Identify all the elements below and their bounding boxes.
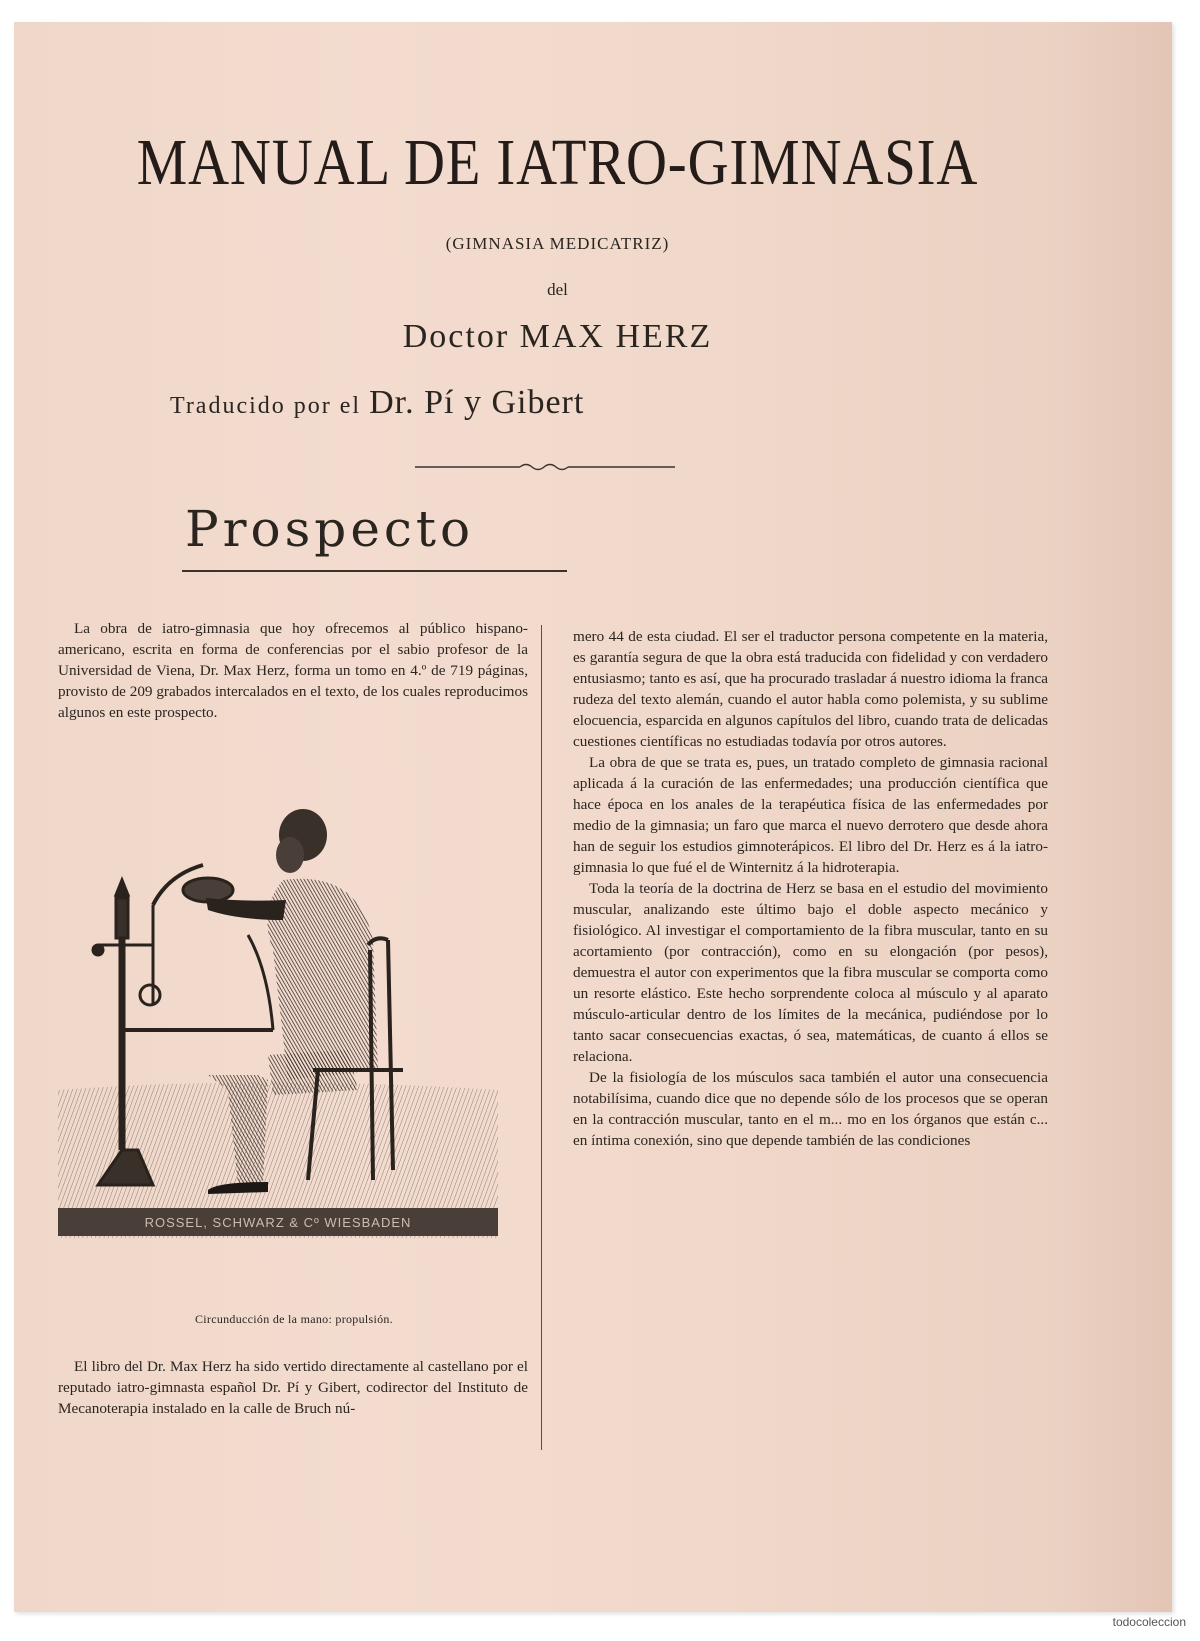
right-paragraph-4: De la fisiología de los músculos saca también el autor una consecuencia notabilísima, cuando dice que no depende sólo de los procesos que se operan en la contracción muscular, tanto en el m... mo en los órganos que están c... en íntima conexión, sino que depende también de las condiciones	[573, 1069, 1048, 1149]
translator-line	[170, 384, 584, 422]
right-column	[573, 626, 1048, 1151]
left-column-continuation	[58, 1356, 528, 1419]
engraving-illustration	[58, 790, 530, 1295]
engraving-signature: ROSSEL, SCHWARZ & Cº WIESBADEN	[144, 1215, 412, 1230]
watermark: todocoleccion	[1112, 1615, 1186, 1629]
column-divider	[541, 625, 542, 1450]
document-subtitle: (GIMNASIA MEDICATRIZ)	[445, 234, 670, 253]
right-paragraph-2: La obra de que se trata es, pues, un tratado completo de gimnasia racional aplicada á la curación de las enfermedades; una producción científica que hace época en los anales de la terapéutica física de las enfermedades por medio de la gimnasia; un faro que marca el nuevo derrotero que desde ahora han de seguir los estudios gimnoterápicos. El libro del Dr. Herz es á la iatro-gimnasia lo que fué el de Winternitz á la hidroterapia.	[573, 754, 1048, 876]
translator-prefix: Traducido por el	[170, 393, 362, 419]
left-column-intro	[58, 618, 528, 723]
right-paragraph-1: mero 44 de esta ciudad. El ser el traductor persona competente en la materia, es garantía segura de que la obra está traducida con fidelidad y con verdadero entusiasmo; tanto es así, que ha procurado trasladar á nuestro idioma la franca rudeza del texto alemán, cuando el autor habla como polemista, y su sublime elocuencia, esparcida en algunos capítulos del libro, cuando trata de delicadas cuestiones científicas no estudiadas todavía por otros autores.	[573, 628, 1048, 750]
document-title: MANUAL DE IATRO-GIMNASIA	[136, 126, 979, 199]
section-heading: Prospecto	[185, 500, 475, 558]
continuation-paragraph: El libro del Dr. Max Herz ha sido vertido directamente al castellano por el reputado iatro-gimnasta español Dr. Pí y Gibert, codirector del Instituto de Mecanoterapia instalado en la calle de Bruch nú-	[58, 1358, 528, 1417]
heading-underline	[182, 570, 567, 572]
figure-caption: Circunducción de la mano: propulsión.	[194, 1312, 394, 1326]
byline-del: del	[547, 280, 568, 299]
right-paragraph-3: Toda la teoría de la doctrina de Herz se basa en el estudio del movimiento muscular, analizando este último bajo el doble aspecto mecánico y fisiológico. Al investigar el comportamiento de la fibra muscular, tanto en su acortamiento (por contracción), como en su elongación (por pesos), demuestra el autor con experimentos que la fibra muscular se comporta como un resorte elástico. Este hecho sorprendente coloca al músculo y al aparato músculo-articular dentro de los límites de la mecánica, pudiéndose por lo tanto sacar consecuencias exactas, ó sea, matemáticas, de cuanto á ellos se relaciona.	[573, 880, 1048, 1065]
author-name: Doctor MAX HERZ	[402, 318, 713, 355]
paper-fold-shadow	[1062, 22, 1172, 1612]
ornament-rule	[415, 460, 675, 474]
intro-paragraph: La obra de iatro-gimnasia que hoy ofrecemos al público hispano-americano, escrita en forma de conferencias por el sabio profesor de la Universidad de Viena, Dr. Max Herz, forma un tomo en 4.º de 719 páginas, provisto de 209 grabados intercalados en el texto, de los cuales reproducimos algunos en este prospecto.	[58, 620, 528, 721]
translator-name: Dr. Pí y Gibert	[369, 384, 585, 421]
